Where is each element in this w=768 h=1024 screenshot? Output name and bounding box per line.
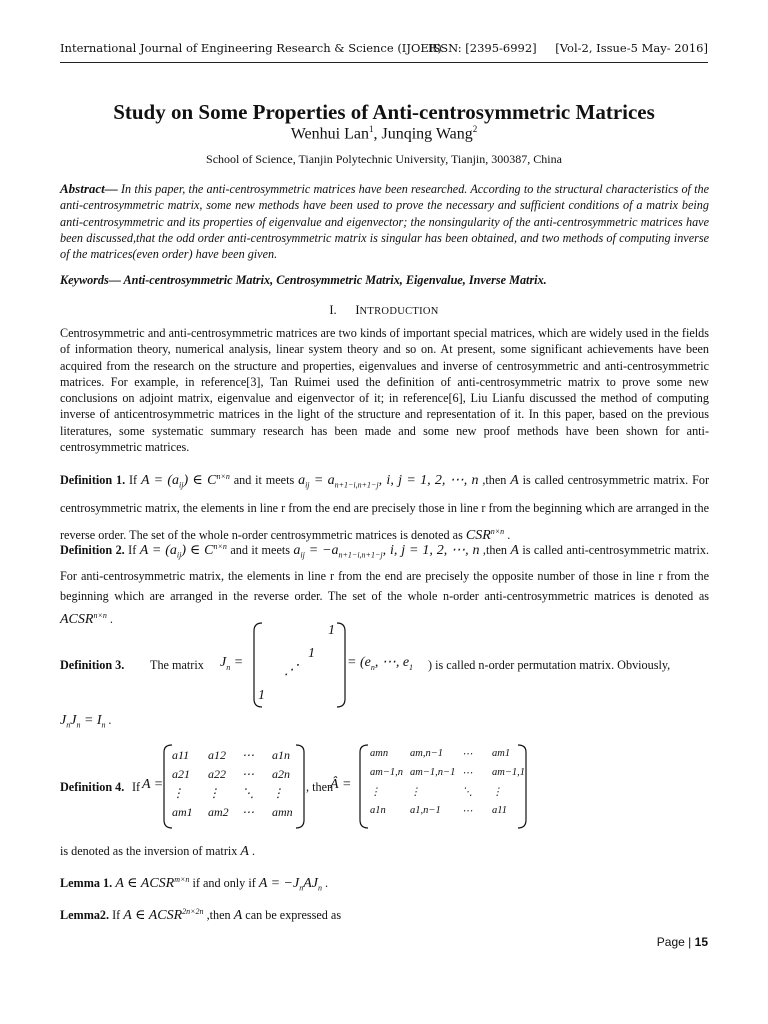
- lemma1-expr: A ∈ ACSR: [112, 876, 175, 892]
- def2-cond: a: [293, 543, 301, 559]
- identity-j1: J: [60, 713, 67, 728]
- lemma2-expr: A ∈ ACSR: [123, 908, 183, 924]
- lemma2-mid: ,then: [203, 908, 234, 923]
- matrix-cell: ⋮: [410, 787, 421, 798]
- def3-e1: 1: [409, 662, 414, 672]
- matrix-cell: am−1,n−1: [410, 767, 456, 778]
- inversion-A: A: [240, 844, 249, 859]
- author-1-affil-mark: 1: [368, 124, 374, 134]
- jn-right-paren: [337, 623, 345, 707]
- section-title-initial: I: [355, 303, 360, 317]
- definition-1-label: Definition 1.: [60, 473, 126, 488]
- lemma1-rhs: A = −J: [258, 876, 300, 892]
- matrix-A-hat: [370, 748, 526, 828]
- matrix-cell: a2n: [272, 767, 290, 781]
- matrix-cell: ⋮: [370, 787, 381, 798]
- lemma-1: [60, 872, 709, 897]
- matrix-cell: ⋮: [172, 786, 184, 800]
- def4-then: , then: [306, 780, 334, 794]
- def2-in: ) ∈ C: [181, 543, 214, 559]
- lemma-1-label: Lemma 1.: [60, 876, 113, 891]
- abstract-text: In this paper, the anti-centrosymmetric matrices have been researched. According to the structural characteristics of the anti-centrosymmetric matrix, some new methods have been used to prove the necessary and sufficient conditions of a matrix being anti-centrosymmetric and its properties of eigenvalue and eigenvector; the nonsingularity of the anti-centrosymmetric matrices have been discussed,that the odd order anti-centrosymmetric matrix is singular has been obtained, and two methods of computing inverse of the matrices(even order) have been given.: [60, 182, 710, 262]
- identity-n1: n: [66, 720, 71, 730]
- def3-jn-j: J: [220, 655, 227, 670]
- identity-n2: n: [76, 720, 81, 730]
- volume-issue: [Vol-2, Issue-5 May- 2016]: [555, 41, 708, 55]
- def1-meets: and it meets: [229, 473, 299, 488]
- lemma2-if: If: [109, 908, 124, 923]
- def4-Ahat: Â =: [330, 777, 352, 792]
- matrix-cell: am−1,1: [492, 767, 526, 778]
- inversion-end: .: [248, 844, 256, 858]
- page-separator: |: [688, 935, 692, 949]
- matrix-cell: am−1,n: [370, 767, 404, 778]
- def4-A: A =: [142, 777, 164, 792]
- matrix-cell: a11: [172, 748, 190, 762]
- def2-matrix: A = (a: [139, 543, 177, 559]
- matrix-cell: am1: [492, 748, 511, 759]
- issn: ISSN: [2395-6992]: [428, 41, 537, 55]
- lemma1-rhs2: AJ: [303, 876, 318, 892]
- def1-text: For centrosymmetric matrix, the elements in line r from the end are precisely those in line r from the beginning which are arranged in the reverse order. The set of the whole n-order centrosymmetric matrices is denoted as: [60, 473, 710, 542]
- identity-end: .: [105, 713, 112, 727]
- matrix-cell: amn: [370, 748, 389, 759]
- def3-jn: [220, 655, 243, 676]
- page-number: 15: [694, 935, 708, 949]
- matrix-cell: am1: [172, 805, 193, 819]
- lemma1-sup: m×n: [174, 875, 190, 884]
- section-number: I.: [329, 303, 337, 317]
- def3-lead: The matrix: [150, 658, 204, 672]
- def1-cond-sub: ij: [305, 480, 310, 490]
- abstract-label: Abstract—: [60, 181, 118, 196]
- matrix-cell: ⋯: [242, 767, 254, 781]
- journal-name: International Journal of Engineering Research & Science (IJOER): [60, 41, 442, 55]
- def3-e: = (e: [347, 655, 371, 670]
- identity-j2: J: [70, 713, 77, 728]
- def1-set-dim: n×n: [490, 526, 505, 536]
- matrix-cell: ⋯: [242, 805, 254, 819]
- page-label: Page: [656, 935, 685, 949]
- def1-set: CSR: [465, 527, 491, 543]
- lemma1-mid: if and only if: [189, 876, 259, 891]
- def1-A: A: [510, 473, 519, 489]
- lemma2-sup: 2n×2n: [182, 907, 204, 916]
- matrix-cell: ⋮: [492, 787, 503, 798]
- def2-dim: n×n: [213, 542, 227, 551]
- def3-jn-n: n: [226, 662, 231, 672]
- def2-text: matrix. For anti-centrosymmetric matrix, the elements in line r from the end are precisely the opposite number of those in line r from the beginning which are arranged in the reverse order. The set of the whole n-order anti-centrosymmetric matrices is denoted as: [60, 543, 709, 603]
- def1-tail: .: [504, 527, 511, 542]
- lemma-2: [60, 904, 709, 924]
- def1-dim: n×n: [216, 472, 230, 481]
- def1-then: ,then: [478, 473, 511, 488]
- matrix-cell: ⋯: [242, 748, 254, 762]
- lemma1-sub2: n: [318, 883, 322, 893]
- matrix-cell: ⋮: [208, 786, 220, 800]
- matrix-cell: ⋯: [462, 749, 473, 760]
- lemma1-sub1: n: [299, 883, 304, 893]
- paper-title: Study on Some Properties of Anti-centrosymmetric Matrices: [113, 100, 655, 124]
- def1-in: ) ∈ C: [183, 473, 217, 489]
- matrix-cell: ⋮: [272, 786, 284, 800]
- matrix-cell: am2: [208, 805, 229, 819]
- lemma2-A: A: [233, 908, 243, 924]
- matrix-cell: a12: [208, 748, 226, 762]
- def1-if: If: [125, 473, 141, 488]
- identity-eq: = I: [80, 713, 102, 728]
- author-2-affil-mark: 2: [472, 124, 478, 134]
- matrix-A: [172, 748, 296, 828]
- keywords: Keywords— Anti-centrosymmetric Matrix, Centrosymmetric Matrix, Eigenvalue, Inverse Matrix.: [60, 273, 547, 287]
- def2-if: If: [124, 543, 140, 558]
- def2-cond-rhs: = −a: [304, 543, 339, 559]
- matrix-cell: a21: [172, 767, 190, 781]
- def2-sub-ij: ij: [176, 550, 182, 560]
- introduction-paragraph: Centrosymmetric and anti-centrosymmetric matrices are two kinds of important special matrices, which are widely used in the fields of information theory, numerical analysis, linear system theory and so on. At present, some significant achievements have been acquired from the research on the structure and properties, eigenvalues and inverse of centrosymmetric and anti-centrosymmetric matrices. For example, in reference[3], Tan Ruimei used the definition of anti-centrosymmetric matrix to prove some new conclusions on adjoint matrix, eigenvalue and eigenvector of it; in reference[6], Liu Lianfu discussed the method of computing inverse of anticentrosymmetric matrices in the light of the structure and representation of it. In this paper, based on the previous literatures, some systematic summary research has been made and some new proof methods have been shown for anti-centrosymmetric matrices.: [60, 326, 709, 455]
- def1-matrix: A = (a: [140, 473, 179, 489]
- jn-entry-top: 1: [328, 623, 335, 638]
- author-1: Wenhui Lan: [290, 125, 369, 143]
- definition-2-label: Definition 2.: [60, 543, 125, 558]
- matrix-cell: ⋯: [462, 806, 473, 817]
- def1-cond-rhs-sub: n+1−i,n+1−j: [334, 480, 379, 490]
- inversion-text: is denoted as the inversion of matrix: [60, 844, 241, 858]
- matrix-cell: amn: [272, 805, 293, 819]
- ahat-left-paren: [360, 745, 368, 828]
- matrix-cell: a1n: [370, 805, 386, 816]
- matrix-cell: a22: [208, 767, 226, 781]
- def2-cond-sub: ij: [300, 550, 305, 560]
- def2-called: is called anti-centrosymmetric: [518, 543, 671, 558]
- def2-meets: and it meets: [226, 543, 294, 558]
- def3-mid: , ⋯, e: [374, 655, 410, 670]
- jn-entry-mid: 1: [308, 646, 315, 661]
- def1-cond: a: [298, 473, 306, 489]
- inversion-sentence: [60, 843, 709, 860]
- def2-then: ,then: [479, 543, 511, 558]
- author-separator: ,: [373, 125, 382, 143]
- page-footer: [657, 935, 708, 949]
- matrix-cell: ⋯: [462, 768, 473, 779]
- definition-4-label: Definition 4.: [60, 780, 125, 794]
- lemma-2-label: Lemma2.: [60, 908, 110, 923]
- def2-range: , i, j = 1, 2, ⋯, n: [382, 543, 480, 559]
- def1-called: is called centrosymmetric matrix.: [518, 473, 689, 488]
- def2-set: ACSR: [60, 611, 94, 627]
- def3-tail: ) is called n-order permutation matrix. Obviously,: [428, 658, 671, 672]
- def4-if: If: [132, 780, 141, 794]
- identity-n3: n: [101, 720, 106, 730]
- def3-en: n: [370, 662, 375, 672]
- def3-jn-eq: =: [230, 655, 244, 670]
- def1-range: , i, j = 1, 2, ⋯, n: [378, 473, 479, 489]
- section-title-rest: NTRODUCTION: [359, 306, 439, 317]
- a-left-paren: [164, 745, 172, 828]
- jn-entry-bottom: 1: [258, 688, 265, 703]
- matrix-cell: a1,n−1: [410, 805, 441, 816]
- def1-cond-rhs: = a: [309, 473, 335, 489]
- def3-eq2: [347, 655, 413, 676]
- matrix-cell: a1n: [272, 748, 290, 762]
- matrix-cell: am,n−1: [410, 748, 444, 759]
- matrix-cell: ⋱: [462, 787, 473, 798]
- jn-antidiag-dots: ⋰: [284, 663, 298, 678]
- lemma2-tail: can be expressed as: [242, 908, 342, 923]
- definition-3-label: Definition 3.: [60, 658, 125, 672]
- def1-sub-ij: ij: [179, 480, 184, 490]
- matrix-cell: ⋱: [242, 786, 254, 800]
- affiliation: School of Science, Tianjin Polytechnic University, Tianjin, 300387, China: [206, 152, 562, 166]
- def2-cond-rhs-sub: n+1−i,n+1−j: [338, 550, 383, 560]
- matrix-cell: a11: [492, 805, 507, 816]
- def2-set-dim: n×n: [93, 610, 107, 620]
- author-2: Junqing Wang: [381, 125, 473, 143]
- a-right-paren: [296, 745, 304, 828]
- def2-tail: .: [106, 611, 113, 626]
- lemma1-end: .: [322, 876, 329, 891]
- def2-A: A: [510, 543, 519, 559]
- identity-relation: [60, 712, 709, 734]
